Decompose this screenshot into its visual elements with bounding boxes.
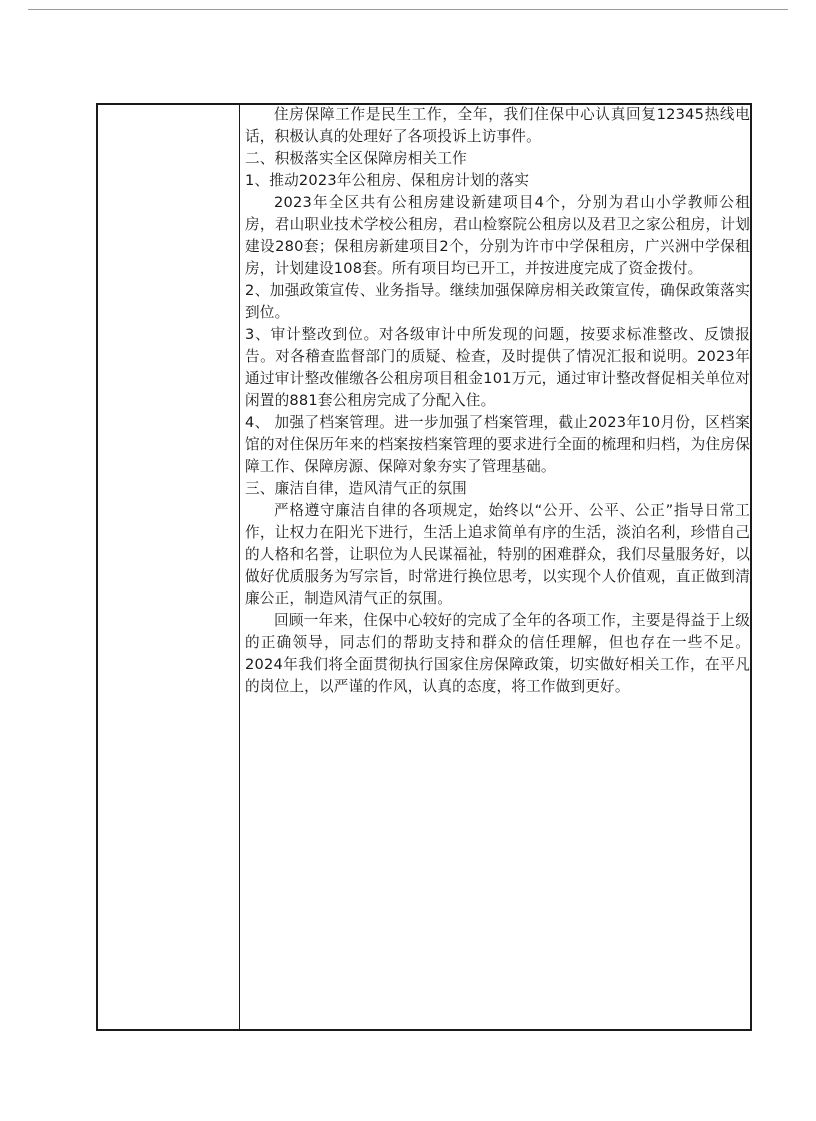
- report-content-cell: [245, 104, 750, 698]
- label-column-cell: [98, 105, 240, 1029]
- paragraph-housing-projects: 2023年全区共有公租房建设新建项目4个，分别为君山小学教师公租房，君山职业技术学校公租房，君山检察院公租房以及君卫之家公租房，计划建设280套；保租房新建项目2个，分别为许市中学保租房，广兴洲中学保租房，计划建设108套。所有项目均已开工，并按进度完成了资金拨付。: [245, 194, 750, 277]
- heading-item-1: 1、推动2023年公租房、保租房计划的落实: [245, 172, 530, 189]
- paragraph-item-3-audit: 3、审计整改到位。对各级审计中所发现的问题，按要求标准整改、反馈报告。对各稽查监督部门的质疑、检查，及时提供了情况汇报和说明。2023年通过审计整改催缴各公租房项目租金101万元，通过审计整改督促相关单位对闲置的881套公租房完成了分配入住。: [245, 326, 750, 409]
- paragraph-item-2-policy: 2、加强政策宣传、业务指导。继续加强保障房相关政策宣传，确保政策落实到位。: [245, 282, 750, 321]
- page-top-rule: [28, 9, 788, 10]
- paragraph-integrity: 严格遵守廉洁自律的各项规定，始终以“公开、公平、公正”指导日常工作，让权力在阳光下进行，生活上追求简单有序的生活，淡泊名利，珍惜自己的人格和名誉，让职位为人民谋福祉，特别的困难群众，我们尽量服务好，以做好优质服务为写宗旨，时常进行换位思考，以实现个人价值观，直正做到清廉公正，制造风清气正的氛围。: [245, 502, 750, 607]
- heading-section-2: 二、积极落实全区保障房相关工作: [245, 150, 467, 167]
- paragraph-item-4-archives: 4、 加强了档案管理。进一步加强了档案管理，截止2023年10月份，区档案馆的对住保历年来的档案按档案管理的要求进行全面的梳理和归档，为住房保障工作、保障房源、保障对象夯实了管理基础。: [245, 414, 750, 475]
- heading-section-3: 三、廉洁自律，造风清气正的氛围: [245, 480, 467, 497]
- paragraph-review: 回顾一年来，住保中心较好的完成了全年的各项工作，主要是得益于上级的正确领导，同志们的帮助支持和群众的信任理解，但也存在一些不足。2024年我们将全面贯彻执行国家住房保障政策，切实做好相关工作，在平凡的岗位上，以严谨的作风，认真的态度，将工作做到更好。: [245, 612, 750, 695]
- paragraph-hotline: 住房保障工作是民生工作，全年，我们住保中心认真回复12345热线电话，积极认真的处理好了各项投诉上访事件。: [245, 106, 750, 145]
- report-form-table: [96, 103, 752, 1031]
